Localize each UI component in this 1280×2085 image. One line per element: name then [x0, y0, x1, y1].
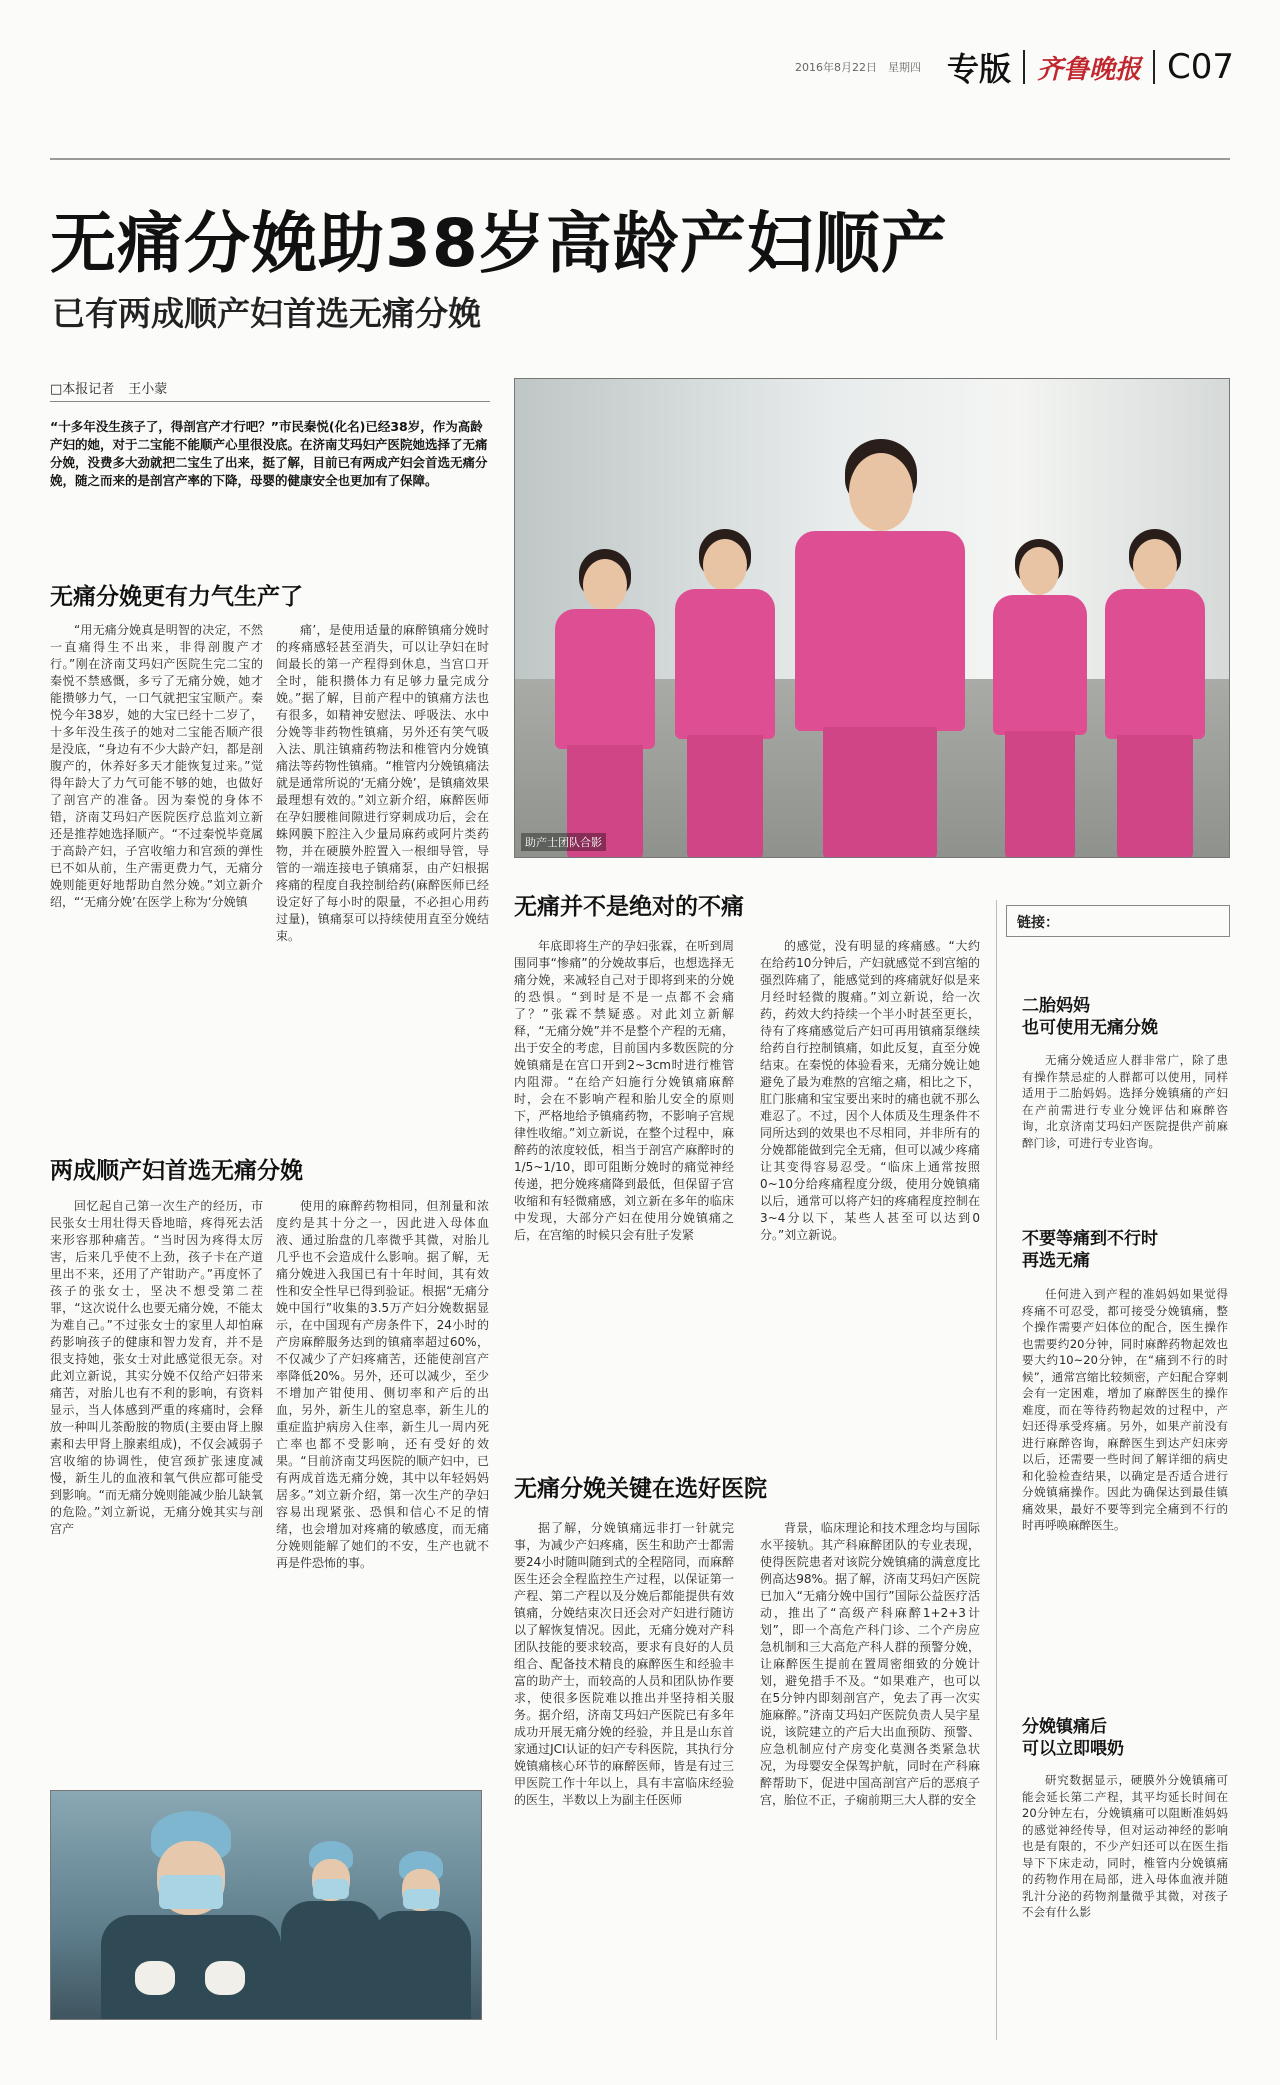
- section-title-1: 无痛分娩更有力气生产了: [50, 584, 303, 610]
- sidebar-title-2-line-1: 不要等痛到不行时: [1022, 1229, 1158, 1249]
- sidebar-title-1-line-1: 二胎妈妈: [1022, 996, 1090, 1016]
- sidebar-title-3-line-1: 分娩镇痛后: [1022, 1717, 1107, 1737]
- section-2-column-2: 使用的麻醉药物相同，但剂量和浓度约是其十分之一，因此进入母体血液、通过胎盘的几率微乎其微，对胎儿几乎也不会造成什么影响。据了解，无痛分娩进入我国已有十年时间，其有效性和安全性早已得到验证。根据“无痛分娩中国行”收集的3.5万产妇分娩数据显示，在中国现有产房条件下，24小时的产房麻醉服务达到的镇痛率超过60%，不仅减少了产妇疼痛苦，还能使剖宫产率降低20%。另外，还可以减少，至少不增加产钳使用、侧切率和产后的出血，另外，新生儿的窒息率，新生儿的重症监护病房入住率，新生儿一周内死亡率也都不受影响，还有受好的效果。“目前济南艾玛医院的顺产妇中，已有两成首选无痛分娩，其中以年轻妈妈居多。”刘立新介绍，第一次生产的孕妇容易出现紧张、恐惧和信心不足的情绪，也会增加对疼痛的敏感度，而无痛分娩则能解了她们的不安，生产也就不再是件恐怖的事。: [276, 1199, 489, 1570]
- section-1-column-2: 痛’，是使用适量的麻醉镇痛分娩时的疼痛感轻甚至消失，可以让孕妇在时间最长的第一产程得到休息，当宫口开全时，能积攒体力有足够力量完成分娩。”据了解，目前产程中的镇痛方法也有很多，如精神安慰法、呼吸法、水中分娩等非药物性镇痛，另外还有笑气吸入法、肌注镇痛药物法和椎管内分娩镇痛法等药物性镇痛。“椎管内分娩镇痛法就是通常所说的‘无痛分娩’，是镇痛效果最理想有效的。”刘立新介绍，麻醉医师在孕妇腰椎间隙进行穿刺成功后，会在蛛网膜下腔注入少量局麻药或阿片类药物，并在硬膜外腔置入一根细导管，导管的一端连接电子镇痛泵，由产妇根据疼痛的程度自我控制给药(麻醉医师已经设定好了每小时的限量，不必担心用药过量)，镇痛泵可以持续使用直至分娩结束。: [276, 623, 489, 943]
- sidebar-title-1-line-2: 也可使用无痛分娩: [1022, 1018, 1158, 1038]
- top-rule: [50, 158, 1230, 160]
- section-4-column-1: 据了解，分娩镇痛远非打一针就完事，为减少产妇疼痛，医生和助产士都需要24小时随叫随到式的全程陪同，而麻醉医生还会全程监控生产过程，以保证第一产程、第二产程以及分娩后都能提供有效镇痛，分娩结束次日还会对产妇进行随访以了解恢复情况。因此，无痛分娩对产科团队技能的要求较高，要求有良好的人员组合、配备技术精良的麻醉医生和经验丰富的助产士，而较高的人员和团队协作要求，使很多医院难以推出并坚持相关服务。据介绍，济南艾玛妇产医院已有多年成功开展无痛分娩的经验，并且是山东首家通过JCI认证的妇产专科医院，其执行分娩镇痛核心环节的麻醉医师，皆是有过三甲医院工作十年以上，具有丰富临床经验的医生，半数以上为副主任医师: [514, 1521, 734, 1807]
- section-3-column-1: 年底即将生产的孕妇张霖，在听到周围同事“惨痛”的分娩故事后，也想选择无痛分娩，来减轻自己对于即将到来的分娩的恐惧。“到时是不是一点都不会痛了？”张霖不禁疑惑。对此刘立新解释，“无痛分娩”并不是整个产程的无痛，出于安全的考虑，目前国内多数医院的分娩镇痛是在宫口开到2~3cm时进行椎管内阻滞。“在给产妇施行分娩镇痛麻醉时，会在不影响产程和胎儿安全的原则下，严格地给予镇痛药物，不影响子宫规律性收缩。”刘立新说，在整个过程中，麻醉药的浓度较低，相当于剖宫产麻醉时的1/5~1/10，即可阻断分娩时的痛觉神经传递，把分娩疼痛降到最低，但保留子宫收缩和有轻微痛感，刘立新在多年的临床中发现，大部分产妇在使用分娩镇痛之后，在宫缩的时候只会有肚子发紧: [514, 939, 734, 1242]
- section-3-column-2: 的感觉，没有明显的疼痛感。“大约在给药10分钟后，产妇就感觉不到宫缩的强烈阵痛了，能感觉到的疼痛就好似是来月经时轻微的腹痛。”刘立新说，给一次药，药效大约持续一个半小时甚至更长，待有了疼痛感觉后产妇可再用镇痛泵继续给药自行控制镇痛，如此反复，直至分娩结束。在秦悦的体验看来，无痛分娩让她避免了最为难熬的宫缩之痛，相比之下，肛门胀痛和宝宝要出来时的痛也就不那么难忍了。不过，因个人体质及生理条件不同所达到的效果也不尽相同，并非所有的分娩都能做到完全无痛，但可以减少疼痛让其变得容易忍受。“临床上通常按照0~10分给疼痛程度分级，使用分娩镇痛以后，通常可以将产妇的疼痛程度控制在3~4分以下，某些人甚至可以达到0分。”刘立新说。: [760, 939, 980, 1242]
- sidebar-title-3-line-2: 可以立即喂奶: [1022, 1739, 1124, 1759]
- masthead: [795, 44, 1234, 90]
- surgeon-figure: [281, 1841, 381, 2020]
- byline: [50, 378, 490, 402]
- section-title-3: 无痛并不是绝对的不痛: [514, 894, 744, 920]
- issue-date: 2016年8月22日 星期四: [794, 61, 921, 74]
- surgeon-figure: [371, 1851, 471, 2020]
- nurse-figure: [1095, 529, 1215, 858]
- subheadline: 已有两成顺产妇首选无痛分娩: [52, 294, 481, 333]
- masthead-divider: [1153, 50, 1155, 84]
- nurse-team-photo: [514, 378, 1230, 858]
- sidebar-divider: [996, 900, 997, 2040]
- section-2-column-1: 回忆起自己第一次生产的经历，市民张女士用壮得天昏地暗，疼得死去活来形容那种痛苦。“当时因为疼得太厉害，后来几乎使不上劲，孩子卡在产道里出不来，还用了产钳助产。”再度怀了孩子的张女士，坚决不想受第二茬罪，“这次说什么也要无痛分娩，不能太为难自己。”不过张女士的家里人却怕麻药影响孩子的健康和智力发育，并不是很支持她，张女士对此感觉很无奈。对此刘立新说，其实分娩不仅给产妇带来痛苦，对胎儿也有不利的影响，有资料显示，当人体感到严重的疼痛时，会释放一种叫儿茶酚胺的物质(主要由肾上腺素和去甲肾上腺素组成)，不仅会减弱子宫收缩的协调性，使宫颈扩张速度减慢，新生儿的血液和氧气供应都可能受到影响。“而无痛分娩则能减少胎儿缺氧的危险。”刘立新说，无痛分娩其实与剖宫产: [50, 1199, 263, 1536]
- surgeon-figure: [101, 1811, 281, 2020]
- sidebar-title-2: [1022, 1228, 1158, 1272]
- section-1-column-1: “用无痛分娩真是明智的决定，不然一直痛得生不出来，非得剖腹产才行。”刚在济南艾玛妇产医院生完二宝的秦悦不禁感慨，多亏了无痛分娩，她才能攒够力气，一口气就把宝宝顺产。秦悦今年38岁，她的大宝已经十二岁了，十多年没生孩子的她对二宝能否顺产很是没底，“身边有不少大龄产妇，都是剖腹产的，休养好多天才能恢复过来。”觉得年龄大了力气可能不够的她，也做好了剖宫产的准备。因为秦悦的身体不错，济南艾玛妇产医院医疗总监刘立新还是推荐她选择顺产。“不过秦悦毕竟属于高龄产妇，子宫收缩力和宫颈的弹性已不如从前，生产需更费力气，无痛分娩则能更好地帮助自然分娩。”刘立新介绍，“‘无痛分娩’在医学上称为‘分娩镇: [50, 623, 263, 909]
- sidebar-title-2-line-2: 再选无痛: [1022, 1251, 1090, 1271]
- sidebar-text-1: 无痛分娩适应人群非常广，除了患有操作禁忌症的人群都可以使用，同样适用于二胎妈妈。选择分娩镇痛的产妇在产前需进行专业分娩评估和麻醉咨询，北京济南艾玛妇产医院提供产前麻醉门诊，可进行专业咨询。: [1022, 1053, 1228, 1150]
- paper-logo: 齐鲁晚报: [1036, 54, 1141, 85]
- page-number: C07: [1166, 47, 1234, 87]
- sidebar-text-2: 任何进入到产程的准妈妈如果觉得疼痛不可忍受，都可接受分娩镇痛，整个操作需要产妇体位的配合，医生操作也需要约20分钟，同时麻醉药物起效也要大约10~20分钟，在“痛到不行的时候”，通常宫缩比较频密，产妇配合穿刺会有一定困难，增加了麻醉医生的操作难度，而在等待药物起效的过程中，产妇还得承受疼痛。另外，如果产前没有进行麻醉咨询，麻醉医生到达产妇床旁以后，还需要一些时间了解详细的病史和化验检查结果，以确定是否适合进行分娩镇痛操作。因此为确保达到最佳镇痛效果，最好不要等到完全痛到不行的时再呼唤麻醉医生。: [1022, 1287, 1228, 1532]
- section-title-2: 两成顺产妇首选无痛分娩: [50, 1158, 303, 1184]
- headline: 无痛分娩助38岁高龄产妇顺产: [50, 205, 948, 282]
- surgeon-photo: [50, 1790, 482, 2020]
- masthead-divider: [1023, 50, 1025, 84]
- nurse-figure: [665, 529, 785, 858]
- byline-author: 王小蒙: [128, 382, 168, 397]
- lead-paragraph: “十多年没生孩子了，得剖宫产才行吧？”市民秦悦(化名)已经38岁，作为高龄产妇的她，对于二宝能不能顺产心里很没底。在济南艾玛妇产医院她选择了无痛分娩，没费多大劲就把二宝生了出来，挺了解，目前已有两成产妇会首选无痛分娩，随之而来的是剖宫产率的下降，母婴的健康安全也更加有了保障。: [50, 419, 488, 488]
- section-4-column-2: 背景，临床理论和技术理念均与国际水平接轨。其产科麻醉团队的专业表现，使得医院患者对该院分娩镇痛的满意度比例高达98%。据了解，济南艾玛妇产医院已加入“无痛分娩中国行”国际公益医疗活动，推出了“高级产科麻醉1+2+3计划”，即一个高危产科门诊、二个产房应急机制和三大高危产科人群的预警分娩，让麻醉医生提前在置周密细致的分娩计划，避免措手不及。“如果难产，也可以在5分钟内即刻剖宫产，免去了再一次实施麻醉。”济南艾玛妇产医院负责人吴宇星说，该院建立的产后大出血预防、预警、应急机制应付产房变化莫测各类紧急状况，为母婴安全保驾护航，同时在产科麻醉帮助下，促进中国高剖宫产后的恶痕子宫，胎位不正，子痫前期三大人群的安全: [760, 1521, 980, 1807]
- link-box: 链接：: [1006, 905, 1230, 937]
- nurse-figure: [985, 539, 1095, 858]
- section-title-4: 无痛分娩关键在选好医院: [514, 1476, 767, 1502]
- section-name: 专版: [946, 50, 1011, 88]
- nurse-figure-center: [785, 439, 975, 858]
- photo-caption: 助产士团队合影: [521, 833, 606, 851]
- sidebar-title-1: [1022, 995, 1158, 1039]
- nurse-figure: [545, 549, 665, 858]
- byline-label: □本报记者: [50, 382, 115, 397]
- sidebar-text-3: 研究数据显示，硬膜外分娩镇痛可能会延长第二产程，其平均延长时间在20分钟左右，分娩镇痛可以阻断准妈妈的感觉神经传导，但对运动神经的影响也是有限的，不少产妇还可以在医生指导下下床走动，同时，椎管内分娩镇痛的药物作用在局部，进入母体血液并随乳汁分泌的药物剂量微乎其微，对孩子不会有什么影: [1022, 1773, 1228, 1919]
- sidebar-title-3: [1022, 1716, 1124, 1760]
